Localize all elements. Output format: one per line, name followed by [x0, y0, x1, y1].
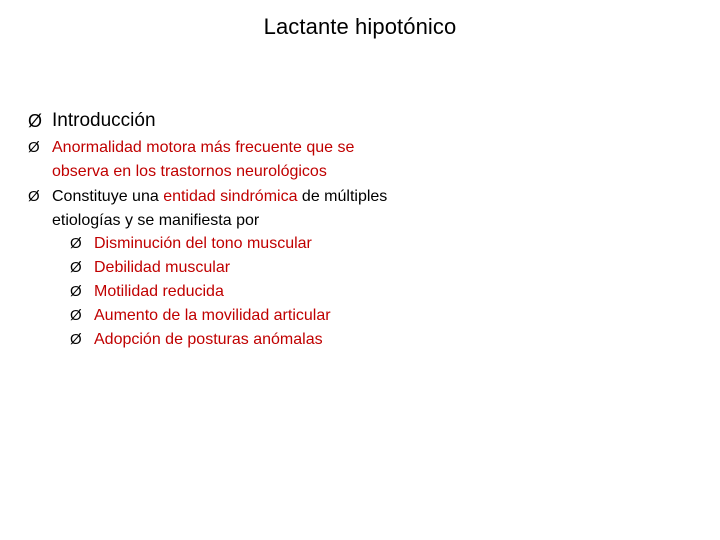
- bullet-item-constituye: [28, 185, 388, 232]
- sub-bullet-item-tono: [70, 232, 388, 256]
- arrow-bullet-icon: Ø: [70, 283, 82, 300]
- slide-title: Lactante hipotónico: [263, 14, 457, 39]
- sub-bullet-item-motilidad: [70, 280, 388, 304]
- arrow-bullet-icon: Ø: [28, 139, 40, 156]
- bullet-item-introduccion: [28, 108, 388, 134]
- sub-bullet-text: Motilidad reducida: [94, 283, 224, 300]
- bullet-text-highlight: entidad sindrómica: [163, 188, 298, 205]
- bullet-text-part: Constituye una: [52, 188, 164, 205]
- arrow-bullet-icon: Ø: [28, 111, 43, 131]
- bullet-text: Introducción: [52, 110, 156, 131]
- arrow-bullet-icon: Ø: [70, 307, 82, 324]
- sub-bullet-text: Disminución del tono muscular: [94, 235, 312, 252]
- bullet-item-anormalidad: [28, 136, 388, 183]
- bullet-text-part: de múltiples etiologías y se manifiesta por: [52, 188, 388, 229]
- arrow-bullet-icon: Ø: [70, 259, 82, 276]
- sub-bullet-text: Adopción de posturas anómalas: [94, 331, 323, 348]
- sub-bullet-item-movilidad: [70, 304, 388, 328]
- bullet-list: [28, 108, 388, 352]
- sub-bullet-item-posturas: [70, 328, 388, 352]
- arrow-bullet-icon: Ø: [28, 188, 40, 205]
- bullet-text: [52, 185, 388, 232]
- arrow-bullet-icon: Ø: [70, 331, 82, 348]
- sub-bullet-item-debilidad: [70, 256, 388, 280]
- sub-bullet-text: Aumento de la movilidad articular: [94, 307, 331, 324]
- sub-bullet-text: Debilidad muscular: [94, 259, 231, 276]
- bullet-text: Anormalidad motora más frecuente que se observa en los trastornos neurológicos: [52, 139, 355, 180]
- arrow-bullet-icon: Ø: [70, 235, 82, 252]
